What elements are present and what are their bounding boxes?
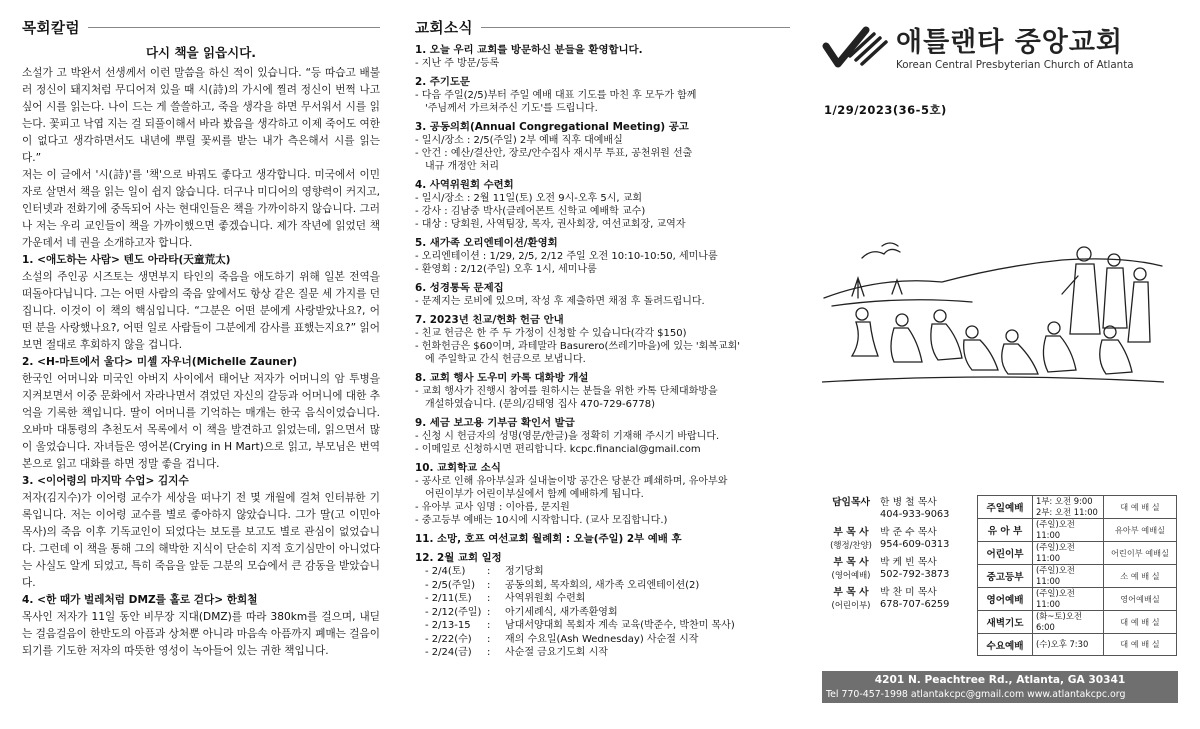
- schedule-date: - 2/12(주일): [425, 606, 482, 618]
- news-item-line: - 일시/장소 : 2월 11일(토) 오전 9시-오후 5시, 교회: [415, 193, 643, 204]
- book-text: 저자(김지수)가 이어령 교수가 세상을 떠나기 전 몇 개월에 걸쳐 인터뷰한 기록입니다. 저는 이어령 교수를 별로 좋아하지 않았습니다. 그가 딸(고 이민아 목사)의 죽음 이후 기독교인이 되었다는 보도를 보고도 별로 관심이 없었습니다. 그런데 이 책을 통해 그의 해박한 지식이 단순히 지적 호기심만이 아니었다는 사실도 알게 되었고, 특히 죽음을 앞둔 그분의 모습에서 큰 감동을 받았습니다.: [22, 492, 380, 589]
- news-item-title: 9. 세금 보고용 기부금 확인서 발급: [415, 417, 575, 429]
- service-time: [1033, 542, 1104, 565]
- news-item-line: - 신청 시 헌금자의 성명(영문/한글)을 정확히 기재해 주시기 바랍니다.: [415, 431, 720, 442]
- service-time: [1033, 565, 1104, 588]
- staff-role: 부 목 사 (어린이부): [822, 587, 880, 611]
- service-row: [978, 588, 1177, 611]
- staff-row: [822, 557, 974, 581]
- schedule-event: 공동의회, 목자회의, 새가족 오리엔테이션(2): [505, 579, 700, 591]
- service-name: 유 아 부: [978, 519, 1033, 542]
- church-name-korean: 애틀랜타 중앙교회: [896, 26, 1124, 58]
- service-row: [978, 565, 1177, 588]
- divider: [88, 27, 380, 28]
- news-item-title: 7. 2023년 친교/헌화 헌금 안내: [415, 314, 564, 326]
- book-text: 목사인 저자가 11일 동안 비무장 지대(DMZ)를 따라 380km를 걸으며, 내딛는 걸음걸음이 한반도의 아픔과 상처뿐 아니라 마음속 아픔까지 폐매는 걸음이 되기를 기도한 저자의 따뜻한 영성이 녹아들어 있는 귀한 책입니다.: [22, 611, 380, 657]
- news-item-title: 6. 성경통독 문제집: [415, 282, 504, 294]
- service-time: [1033, 496, 1104, 519]
- staff-phone: 678-707-6259: [880, 599, 950, 610]
- staff-phone: 954-609-0313: [880, 539, 950, 550]
- service-name: 수요예배: [978, 634, 1033, 656]
- staff-phone: 502-792-3873: [880, 569, 950, 580]
- news-item-line: - 다음 주일(2/5)부터 주일 예배 대표 기도를 마친 후 모두가 함께: [415, 90, 697, 101]
- staff-role: 부 목 사 (행정/찬양): [822, 527, 880, 551]
- service-row: [978, 634, 1177, 656]
- schedule-row: [415, 606, 790, 620]
- news-item-title: 4. 사역위원회 수련회: [415, 179, 514, 191]
- news-item-line: 어린이부가 어린이부실에서 함께 예배하게 됩니다.: [425, 489, 644, 500]
- staff-role-detail: (어린이부): [831, 600, 871, 610]
- news-item-title: 10. 교회학교 소식: [415, 462, 501, 474]
- column-section-header: [22, 16, 380, 38]
- service-row: [978, 496, 1177, 519]
- service-name: 중고등부: [978, 565, 1033, 588]
- staff-contact: [880, 557, 949, 581]
- staff-phone: 404-933-9063: [880, 509, 950, 520]
- schedule-list: [415, 565, 790, 660]
- church-logo: [822, 26, 1188, 72]
- news-item-line: - 안건 : 예산/결산안, 장로/안수집사 재시무 투표, 공천위원 선출: [415, 148, 693, 159]
- news-item-title: 2. 주기도문: [415, 76, 470, 88]
- service-location: 소 예 배 실: [1104, 565, 1177, 588]
- schedule-event: 사역위원회 수련회: [505, 593, 586, 604]
- column-header: 목회칼럼: [22, 20, 81, 37]
- column-title: 다시 책을 읽읍시다.: [145, 45, 257, 60]
- footer-bar: [822, 671, 1178, 703]
- column-paragraph: 소설가 고 박완서 선생께서 이런 말씀을 하신 적이 있습니다. “등 따습고 배불러 정신이 돼지처럼 무디어져 있을 때 시(詩)의 가시에 찔려 정신이 번쩍 나고 싶어 시를 읽는다. 나이 드는 게 쓸쓸하고, 죽을 생각을 하면 무서워서 시를 읽는다. 꽃피고 낙엽 지는 걸 되풀이해서 바라 봤음을 생각하고 이제 죽어도 여한이 없다고 생각하면서도 내년에 뿌릴 꽃씨를 받는 내가 측은해서 시를 읽는다.”: [22, 67, 380, 164]
- news-item-title: 8. 교회 행사 도우미 카톡 대화방 개설: [415, 372, 589, 384]
- staff-role-detail: (영어예배): [831, 570, 871, 580]
- service-location: 어린이부 예배실: [1104, 542, 1177, 565]
- church-contact: Tel 770-457-1998 atlantakcpc@gmail.com www.atlantakcpc.org: [826, 689, 1126, 700]
- schedule-colon: :: [487, 606, 491, 618]
- staff-role-detail: (행정/찬양): [830, 540, 872, 550]
- schedule-row: [415, 619, 790, 633]
- schedule-row: [415, 565, 790, 579]
- church-logo-icon: [822, 26, 890, 72]
- news-item-line: - 중고등부 예배는 10시에 시작합니다. (교사 모집합니다.): [415, 515, 668, 526]
- news-item-line: - 환영회 : 2/12(주일) 오후 1시, 세미나룸: [415, 264, 597, 275]
- schedule-colon: :: [487, 620, 491, 631]
- staff-row: [822, 527, 974, 551]
- service-name: 주일예배: [978, 496, 1033, 519]
- service-time: [1033, 588, 1104, 611]
- schedule-event: 사순절 금요기도회 시작: [505, 647, 608, 658]
- book-heading: 3. <이어령의 마지막 수업> 김지수: [22, 475, 189, 487]
- schedule-date: - 2/24(금): [425, 647, 472, 658]
- book-heading: 2. <H-마트에서 울다> 미셸 자우너(Michelle Zauner): [22, 356, 298, 368]
- schedule-title: 12. 2월 교회 일정: [415, 552, 502, 564]
- news-item-title: 11. 소망, 호프 여선교회 월례회 : 오늘(주일) 2부 예배 후: [415, 533, 682, 545]
- service-time-line: (주일)오전 11:00: [1036, 542, 1075, 563]
- news-list: [415, 44, 790, 546]
- service-location: 대 예 배 실: [1104, 634, 1177, 656]
- service-time: [1033, 611, 1104, 634]
- news-item-title: 5. 새가족 오리엔테이션/환영회: [415, 237, 558, 249]
- worship-schedule-table: [977, 495, 1177, 656]
- news-item-line: - 헌화헌금은 $60이며, 과테말라 Basurero(쓰레기마을)에 있는 '회복교회': [415, 341, 741, 352]
- schedule-row: [415, 579, 790, 593]
- staff-row: [822, 497, 974, 521]
- service-location: 대 예 배 실: [1104, 611, 1177, 634]
- schedule-colon: :: [487, 566, 491, 577]
- book-heading: 1. <애도하는 사람> 텐도 아라타(天童荒太): [22, 254, 231, 266]
- staff-name: 박 준 수 목사: [880, 527, 937, 538]
- schedule-colon: :: [487, 633, 491, 645]
- staff-role: 담임목사: [832, 497, 870, 508]
- schedule-event: 재의 수요일(Ash Wednesday) 사순절 시작: [505, 633, 699, 645]
- service-time-line: (수)오후 7:30: [1036, 639, 1089, 649]
- news-item-line: - 교회 행사가 진행시 참여를 원하시는 분들을 위한 카톡 단체대화방을: [415, 386, 718, 397]
- news-item-line: - 일시/장소 : 2/5(주일) 2부 예배 직후 대예배실: [415, 135, 623, 146]
- issue-date: 1/29/2023(36-5호): [824, 103, 947, 117]
- staff-contact: [880, 527, 949, 551]
- staff-row: [822, 587, 974, 611]
- news-item-title: 1. 오늘 우리 교회를 방문하신 분들을 환영합니다.: [415, 44, 643, 56]
- news-item-line: 에 주일학교 간식 헌금으로 보냅니다.: [425, 354, 586, 365]
- schedule-row: [415, 646, 790, 660]
- service-name: 영어예배: [978, 588, 1033, 611]
- church-address: 4201 N. Peachtree Rd., Atlanta, GA 30341: [874, 674, 1126, 686]
- news-item-line: 내규 개정안 처리: [425, 161, 499, 172]
- book-text: 소설의 주인공 시즈토는 생면부지 타인의 죽음을 애도하기 위해 일본 전역을 떠돌아다닙니다. 그는 어떤 사람의 죽음 앞에서도 항상 같은 질문 세 가지를 던집니다. 이것이 이 책의 핵심입니다. “그분은 어떤 분에게 사랑받았나요?, 어떤 분을 사랑했나요?, 어떤 일로 사람들이 그분에게 감사를 표했는지요?” 읽어보면 절대로 후회하지 않을 겁니다.: [22, 271, 380, 351]
- news-item-line: - 대상 : 당회원, 사역팀장, 목자, 권사회장, 여선교회장, 교역자: [415, 219, 686, 230]
- service-time: [1033, 519, 1104, 542]
- schedule-colon: :: [487, 579, 491, 591]
- column-paragraph: 저는 이 글에서 '시(詩)'를 '책'으로 바꿔도 좋다고 생각합니다. 미국에서 이민자로 살면서 책을 읽는 일이 쉽지 않습니다. 더구나 미디어의 영향력이 커지고, 인터넷과 전화기에 중독되어 사는 현대인들은 책을 가까이하지 않습니다. 그러나 저는 우리 교인들이 책을 가까이했으면 좋겠습니다. 제가 작년에 읽었던 책 가운데서 네 권을 소개하고자 합니다.: [22, 169, 380, 249]
- staff-role: 부 목 사 (영어예배): [822, 557, 880, 581]
- schedule-row: [415, 592, 790, 606]
- news-item-line: - 이메일로 신청하시면 편리합니다. kcpc.financial@gmail.com: [415, 444, 701, 455]
- book-text: 한국인 어머니와 미국인 아버지 사이에서 태어난 저자가 어머니의 암 투병을 지켜보면서 이중 문화에서 자라나면서 겪었던 자신의 갈등과 어머니에 대한 추억을 기록한 책입니다. 딸이 어머니를 기억하는 매개는 한국 음식이었습니다. 오바마 대통령의 추천도서 목록에서 이 책을 발견하고 읽었는데, 읽으면서 많이 울었습니다. 자녀들은 영어본(Crying in H Mart)으로 읽고, 부모님은 번역본으로 읽고 대화를 하면 정말 좋을 겁니다.: [22, 373, 380, 470]
- schedule-colon: :: [487, 593, 491, 604]
- church-name-english: Korean Central Presbyterian Church of Atlanta: [896, 58, 1134, 71]
- service-time-line: (주일)오전 11:00: [1036, 565, 1075, 586]
- church-info: [818, 0, 1188, 118]
- news-section-header: [415, 16, 790, 38]
- news-header: 교회소식: [415, 20, 474, 37]
- news-item-title: 3. 공동의회(Annual Congregational Meeting) 공고: [415, 121, 689, 133]
- schedule-date: - 2/4(토): [425, 566, 466, 577]
- news-item-line: - 친교 헌금은 한 주 두 가정이 신청할 수 있습니다(각각 $150): [415, 328, 687, 339]
- news-item-line: - 유아부 교사 임명 : 이아름, 문지원: [415, 502, 570, 513]
- service-time-line: 2부: 오전 11:00: [1036, 507, 1098, 517]
- schedule-row: [415, 633, 790, 647]
- schedule-event: 남대서양대회 목회자 계속 교육(박준수, 박찬미 목사): [505, 620, 735, 631]
- staff-name: 박 찬 미 목사: [880, 587, 937, 598]
- staff-name: 박 케 빈 목사: [880, 557, 937, 568]
- divider: [481, 27, 790, 28]
- service-time-line: (주일)오전 11:00: [1036, 588, 1075, 609]
- news-item-line: '주님께서 가르쳐주신 기도'를 드립니다.: [425, 103, 598, 114]
- schedule-colon: :: [487, 647, 491, 658]
- staff-directory: [822, 497, 974, 617]
- news-item-line: - 공사로 인해 유아부실과 실내놀이방 공간은 당분간 폐쇄하며, 유아부와: [415, 476, 728, 487]
- service-name: 어린이부: [978, 542, 1033, 565]
- service-row: [978, 542, 1177, 565]
- staff-name: 한 병 철 목사: [880, 497, 937, 508]
- news-item-line: - 문제지는 로비에 있으며, 작성 후 제출하면 채점 후 돌려드립니다.: [415, 296, 705, 307]
- pastoral-column: [22, 0, 380, 660]
- service-row: [978, 611, 1177, 634]
- news-item-line: - 오리엔테이션 : 1/29, 2/5, 2/12 주일 오전 10:10-10:50, 세미나룸: [415, 251, 718, 262]
- schedule-date: - 2/5(주일): [425, 579, 476, 591]
- schedule-date: - 2/13-15: [425, 620, 471, 631]
- service-location: 영어예배실: [1104, 588, 1177, 611]
- service-time-line: (화~토)오전 6:00: [1036, 611, 1082, 632]
- schedule-event: 아기세례식, 새가족환영회: [505, 606, 618, 618]
- book-heading: 4. <한 때가 벌레처럼 DMZ를 홀로 걷다> 한희철: [22, 594, 258, 606]
- staff-contact: [880, 587, 949, 611]
- schedule-date: - 2/11(토): [425, 593, 472, 604]
- service-time-line: 1부: 오전 9:00: [1036, 496, 1093, 506]
- service-location: 유아부 예배실: [1104, 519, 1177, 542]
- schedule-date: - 2/22(수): [425, 633, 472, 645]
- service-location: 대 예 배 실: [1104, 496, 1177, 519]
- service-time: [1033, 634, 1104, 656]
- staff-contact: [880, 497, 949, 521]
- news-item-line: - 지난 주 방문/등록: [415, 58, 500, 69]
- schedule-event: 정기당회: [505, 566, 544, 577]
- church-news: [415, 0, 790, 660]
- news-item-line: 개설하였습니다. (문의/김태영 집사 470-729-6778): [425, 399, 655, 410]
- jesus-teaching-illustration: [822, 236, 1164, 386]
- service-name: 새벽기도: [978, 611, 1033, 634]
- news-item-line: - 강사 : 김남중 박사(클레어몬트 신학교 예배학 교수): [415, 206, 646, 217]
- service-time-line: (주일)오전 11:00: [1036, 519, 1075, 540]
- service-row: [978, 519, 1177, 542]
